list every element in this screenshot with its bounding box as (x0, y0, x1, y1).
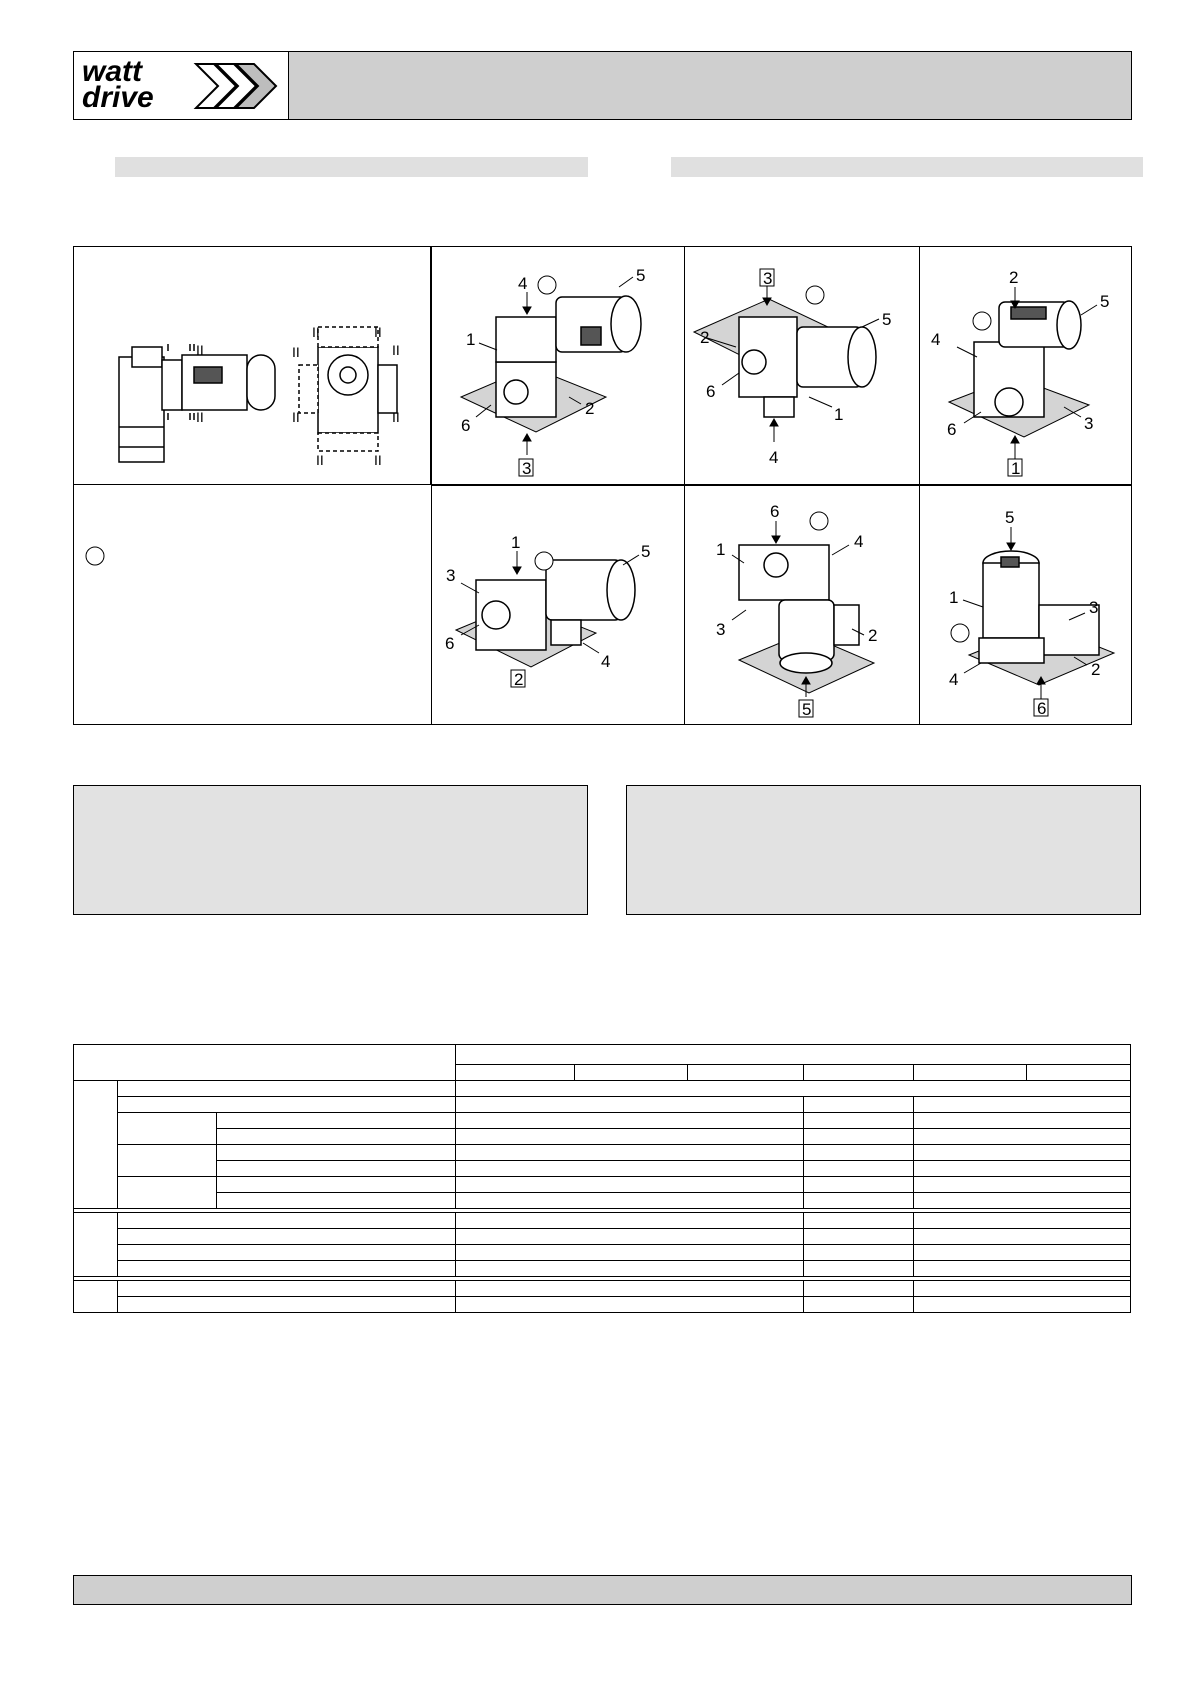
table-cell (117, 1281, 455, 1297)
svg-text:1: 1 (1011, 459, 1021, 478)
svg-text:4: 4 (769, 448, 779, 467)
svg-text:II: II (292, 344, 300, 360)
table-cell (913, 1297, 1130, 1313)
table-row (74, 1245, 1131, 1261)
svg-text:1: 1 (466, 330, 476, 349)
page-header (73, 51, 1132, 120)
table-cell (217, 1145, 456, 1161)
table-header-cell (688, 1065, 804, 1081)
table-row (74, 1113, 1131, 1129)
table-cell (456, 1245, 804, 1261)
table-cell (217, 1177, 456, 1193)
svg-text:5: 5 (636, 266, 646, 285)
table-cell (456, 1129, 804, 1145)
view-4-drawing (431, 485, 684, 724)
table-cell (913, 1161, 1130, 1177)
table-cell (117, 1245, 455, 1261)
table-cell (456, 1281, 804, 1297)
svg-text:2: 2 (1091, 660, 1101, 679)
table-cell (217, 1161, 456, 1177)
table-cell (804, 1193, 913, 1209)
svg-text:2: 2 (514, 670, 524, 689)
view-2-drawing (684, 247, 919, 485)
table-cell (804, 1177, 913, 1193)
gearmotor-overview-drawing (74, 247, 431, 485)
table-cell (217, 1193, 456, 1209)
table-cell (804, 1113, 913, 1129)
svg-text:II: II (196, 409, 204, 425)
table-cell (117, 1113, 217, 1145)
table-header-cell (804, 1065, 913, 1081)
view-3-drawing (919, 247, 1131, 485)
table-cell (456, 1097, 804, 1113)
svg-text:II: II (312, 324, 320, 340)
table-cell (804, 1229, 913, 1245)
table-header-cell (456, 1065, 574, 1081)
table-row (74, 1213, 1131, 1229)
svg-text:3: 3 (446, 566, 456, 585)
svg-text:3: 3 (763, 269, 773, 288)
svg-text:5: 5 (641, 542, 651, 561)
table-row (74, 1281, 1131, 1297)
svg-text:4: 4 (518, 274, 528, 293)
table-cell (913, 1213, 1130, 1229)
view-1-drawing (431, 247, 684, 485)
table-cell (913, 1245, 1130, 1261)
table-cell (456, 1113, 804, 1129)
circle-marker-icon (84, 545, 106, 567)
svg-text:5: 5 (1005, 508, 1015, 527)
svg-text:3: 3 (716, 620, 726, 639)
table-cell (456, 1161, 804, 1177)
table-cell (804, 1213, 913, 1229)
table-header-cell (913, 1065, 1026, 1081)
table-cell (913, 1097, 1130, 1113)
table-cell (117, 1145, 217, 1177)
table-cell (117, 1081, 455, 1097)
svg-text:5: 5 (802, 700, 812, 719)
svg-text:6: 6 (770, 502, 780, 521)
table-row (74, 1129, 1131, 1145)
svg-text:II: II (374, 324, 382, 340)
table-cell (913, 1281, 1130, 1297)
table-cell (804, 1297, 913, 1313)
table-row (74, 1193, 1131, 1209)
svg-text:2: 2 (1009, 268, 1019, 287)
table-cell (913, 1145, 1130, 1161)
svg-text:3: 3 (1089, 598, 1099, 617)
table-cell (913, 1193, 1130, 1209)
section-bar-left (115, 157, 588, 177)
table-group-cell (74, 1081, 118, 1209)
mounting-figure-grid (73, 246, 1132, 725)
svg-text:4: 4 (854, 532, 864, 551)
specification-table (73, 1044, 1131, 1313)
table-cell (217, 1113, 456, 1129)
table-row (74, 1297, 1131, 1313)
logo-word-drive: drive (82, 81, 154, 114)
note-box-right (626, 785, 1141, 915)
svg-text:4: 4 (601, 652, 611, 671)
overview-cell (74, 247, 431, 485)
table-row (74, 1145, 1131, 1161)
view-6-drawing (919, 485, 1131, 724)
svg-text:II: II (316, 452, 324, 468)
table-cell (913, 1261, 1130, 1277)
table-row (74, 1097, 1131, 1113)
table-cell (456, 1145, 804, 1161)
table-cell (456, 1177, 804, 1193)
svg-text:2: 2 (585, 399, 595, 418)
table-cell (804, 1245, 913, 1261)
svg-text:II: II (374, 452, 382, 468)
svg-text:6: 6 (706, 382, 716, 401)
svg-text:6: 6 (461, 416, 471, 435)
svg-text:6: 6 (445, 634, 455, 653)
table-cell (456, 1213, 804, 1229)
table-cell (804, 1261, 913, 1277)
svg-text:2: 2 (700, 328, 710, 347)
table-cell (804, 1097, 913, 1113)
svg-text:4: 4 (931, 330, 941, 349)
svg-text:1: 1 (949, 588, 959, 607)
svg-text:3: 3 (1084, 414, 1094, 433)
page-footer (73, 1575, 1132, 1605)
table-row (74, 1261, 1131, 1277)
table-cell (117, 1097, 455, 1113)
svg-text:5: 5 (882, 310, 892, 329)
legend-cell (74, 485, 431, 724)
table-group-cell (74, 1281, 118, 1313)
table-cell (913, 1177, 1130, 1193)
table-row (74, 1081, 1131, 1097)
chevron-logo-icon (192, 62, 282, 110)
svg-text:1: 1 (716, 540, 726, 559)
section-bar-right (671, 157, 1143, 177)
svg-text:2: 2 (868, 626, 878, 645)
table-cell (456, 1193, 804, 1209)
svg-text:II: II (292, 409, 300, 425)
logo-word-watt: watt (82, 55, 142, 88)
svg-text:1: 1 (511, 533, 521, 552)
brand-logo (74, 52, 289, 119)
svg-text:II: II (196, 342, 204, 358)
svg-text:II: II (392, 409, 400, 425)
table-cell (456, 1261, 804, 1277)
note-box-left (73, 785, 588, 915)
svg-text:6: 6 (1037, 699, 1047, 718)
svg-text:5: 5 (1100, 292, 1110, 311)
table-cell (804, 1281, 913, 1297)
table-cell (117, 1229, 455, 1245)
table-row (74, 1177, 1131, 1193)
table-cell (117, 1297, 455, 1313)
table-cell (117, 1177, 217, 1209)
table-header-cell (74, 1045, 456, 1081)
svg-text:4: 4 (949, 670, 959, 689)
table-cell (804, 1129, 913, 1145)
svg-text:3: 3 (522, 459, 532, 478)
view-5-drawing (684, 485, 919, 724)
table-cell (217, 1129, 456, 1145)
table-cell (117, 1213, 455, 1229)
table-header-cell (1027, 1065, 1131, 1081)
table-header-cell (456, 1045, 1131, 1065)
table-group-cell (74, 1213, 118, 1277)
svg-text:6: 6 (947, 420, 957, 439)
table-row (74, 1229, 1131, 1245)
table-cell (804, 1145, 913, 1161)
table-header-row (74, 1045, 1131, 1065)
table-cell (456, 1081, 1131, 1097)
svg-text:II: II (392, 342, 400, 358)
table-cell (117, 1261, 455, 1277)
table-row (74, 1161, 1131, 1177)
table-cell (913, 1129, 1130, 1145)
table-cell (804, 1161, 913, 1177)
table-cell (456, 1229, 804, 1245)
table-cell (456, 1297, 804, 1313)
svg-text:1: 1 (834, 405, 844, 424)
table-header-cell (574, 1065, 687, 1081)
table-cell (913, 1113, 1130, 1129)
table-cell (913, 1229, 1130, 1245)
